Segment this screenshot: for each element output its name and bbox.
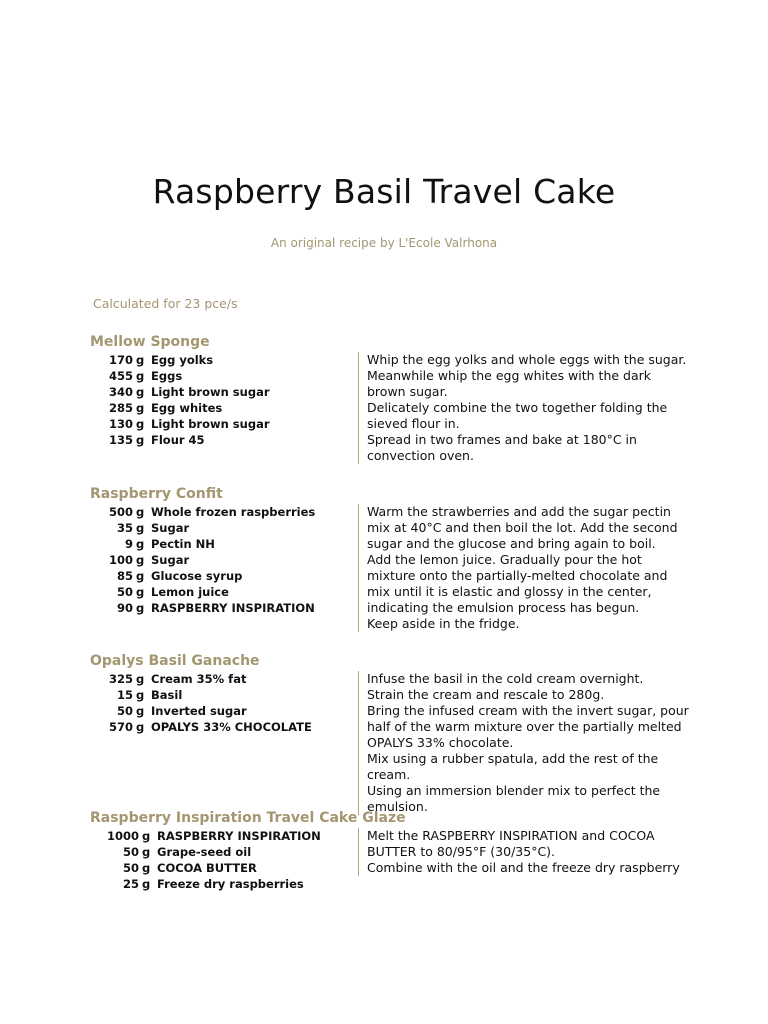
ingredient-quantity: 100 <box>108 553 133 567</box>
section-title: Raspberry Confit <box>90 486 223 502</box>
ingredient-unit: g <box>136 433 145 447</box>
ingredient-unit: g <box>136 601 145 615</box>
ingredient-quantity: 285 <box>108 401 133 415</box>
ingredient-quantity: 50 <box>122 861 139 875</box>
method-line: sugar and the glucose and bring again to boil. <box>367 536 656 551</box>
ingredient-quantity: 35 <box>116 521 133 535</box>
ingredient-quantity: 455 <box>108 369 133 383</box>
ingredient-unit: g <box>136 672 145 686</box>
method-line: brown sugar. <box>367 384 448 399</box>
ingredient-quantity: 9 <box>124 537 133 551</box>
section-body <box>90 671 690 814</box>
ingredient-quantity: 570 <box>108 720 133 734</box>
ingredient-name: Lemon juice <box>151 585 229 599</box>
section-title: Mellow Sponge <box>90 334 210 350</box>
ingredient-unit: g <box>136 385 145 399</box>
ingredient-unit: g <box>136 521 145 535</box>
method-line: cream. <box>367 767 411 782</box>
yield-note: Calculated for 23 pce/s <box>93 296 238 311</box>
section-body <box>90 828 690 892</box>
method-line: convection oven. <box>367 448 474 463</box>
method-line: Whip the egg yolks and whole eggs with the sugar. <box>367 352 687 367</box>
ingredient-name: Grape-seed oil <box>157 845 252 859</box>
ingredient-unit: g <box>142 877 151 891</box>
method-line: Keep aside in the fridge. <box>367 616 520 631</box>
ingredient-name: Basil <box>151 688 183 702</box>
ingredient-unit: g <box>136 369 145 383</box>
ingredient-quantity: 50 <box>116 585 133 599</box>
ingredient-row <box>90 876 690 892</box>
method-line: sieved flour in. <box>367 416 460 431</box>
ingredient-name: OPALYS 33% CHOCOLATE <box>151 720 312 734</box>
section-4 <box>90 808 690 892</box>
method-line: Warm the strawberries and add the sugar pectin <box>367 504 671 519</box>
ingredient-name: Egg yolks <box>151 353 214 367</box>
ingredient-quantity: 50 <box>116 704 133 718</box>
method-steps <box>358 828 697 876</box>
method-steps <box>358 504 697 632</box>
ingredient-unit: g <box>136 585 145 599</box>
ingredient-name: Inverted sugar <box>151 704 247 718</box>
method-line: Spread in two frames and bake at 180°C in <box>367 432 637 447</box>
ingredient-quantity: 325 <box>108 672 133 686</box>
recipe-subtitle: An original recipe by L'Ecole Valrhona <box>270 236 498 250</box>
method-line: Infuse the basil in the cold cream overnight. <box>367 671 644 686</box>
ingredient-name: Glucose syrup <box>151 569 243 583</box>
ingredient-name: RASPBERRY INSPIRATION <box>151 601 315 615</box>
ingredient-name: Sugar <box>151 553 190 567</box>
ingredient-quantity: 15 <box>116 688 133 702</box>
ingredient-quantity: 25 <box>122 877 139 891</box>
ingredient-name: Egg whites <box>151 401 223 415</box>
ingredient-unit: g <box>136 688 145 702</box>
ingredient-unit: g <box>142 861 151 875</box>
method-line: Bring the infused cream with the invert sugar, pour <box>367 703 689 718</box>
ingredient-name: Whole frozen raspberries <box>151 505 316 519</box>
ingredient-unit: g <box>136 417 145 431</box>
ingredient-quantity: 135 <box>108 433 133 447</box>
ingredient-quantity: 1000 <box>106 829 139 843</box>
ingredient-unit: g <box>136 553 145 567</box>
ingredient-quantity: 500 <box>108 505 133 519</box>
ingredient-name: Freeze dry raspberries <box>157 877 304 891</box>
ingredient-name: COCOA BUTTER <box>157 861 257 875</box>
method-line: Delicately combine the two together folding the <box>367 400 668 415</box>
ingredient-name: Light brown sugar <box>151 417 270 431</box>
section-body <box>90 352 690 463</box>
ingredient-name: Sugar <box>151 521 190 535</box>
method-line: Mix using a rubber spatula, add the rest of the <box>367 751 659 766</box>
section-title: Opalys Basil Ganache <box>90 653 260 669</box>
ingredient-unit: g <box>136 401 145 415</box>
method-line: Melt the RASPBERRY INSPIRATION and COCOA <box>367 828 655 843</box>
method-line: Using an immersion blender mix to perfect the <box>367 783 661 798</box>
method-line: indicating the emulsion process has begun. <box>367 600 640 615</box>
section-3 <box>90 651 690 814</box>
ingredient-name: Eggs <box>151 369 183 383</box>
ingredient-unit: g <box>136 505 145 519</box>
method-steps <box>358 352 697 464</box>
ingredient-name: Cream 35% fat <box>151 672 247 686</box>
method-line: Add the lemon juice. Gradually pour the hot <box>367 552 642 567</box>
method-line: BUTTER to 80/95°F (30/35°C). <box>367 844 556 859</box>
ingredient-unit: g <box>136 353 145 367</box>
section-title: Raspberry Inspiration Travel Cake Glaze <box>90 810 406 826</box>
ingredient-name: Pectin NH <box>151 537 215 551</box>
section-body <box>90 504 690 631</box>
method-line: Combine with the oil and the freeze dry raspberry <box>367 860 680 875</box>
method-line: Strain the cream and rescale to 280g. <box>367 687 605 702</box>
ingredient-name: RASPBERRY INSPIRATION <box>157 829 321 843</box>
method-line: mixture onto the partially-melted chocolate and <box>367 568 668 583</box>
ingredient-unit: g <box>136 720 145 734</box>
method-line: Meanwhile whip the egg whites with the dark <box>367 368 652 383</box>
ingredient-unit: g <box>142 829 151 843</box>
section-2 <box>90 484 690 631</box>
ingredient-unit: g <box>136 569 145 583</box>
method-steps <box>358 671 697 815</box>
method-line: emulsion. <box>367 799 428 814</box>
ingredient-quantity: 130 <box>108 417 133 431</box>
ingredient-name: Light brown sugar <box>151 385 270 399</box>
ingredient-quantity: 85 <box>116 569 133 583</box>
recipe-title: Raspberry Basil Travel Cake <box>152 172 616 211</box>
ingredient-unit: g <box>142 845 151 859</box>
ingredient-name: Flour 45 <box>151 433 205 447</box>
ingredient-unit: g <box>136 537 145 551</box>
ingredient-unit: g <box>136 704 145 718</box>
method-line: OPALYS 33% chocolate. <box>367 735 514 750</box>
ingredient-quantity: 90 <box>116 601 133 615</box>
ingredient-quantity: 50 <box>122 845 139 859</box>
method-line: mix at 40°C and then boil the lot. Add the second <box>367 520 678 535</box>
method-line: half of the warm mixture over the partially melted <box>367 719 682 734</box>
ingredient-quantity: 340 <box>108 385 133 399</box>
section-1 <box>90 332 690 463</box>
ingredient-quantity: 170 <box>108 353 133 367</box>
method-line: mix until it is elastic and glossy in the center, <box>367 584 652 599</box>
